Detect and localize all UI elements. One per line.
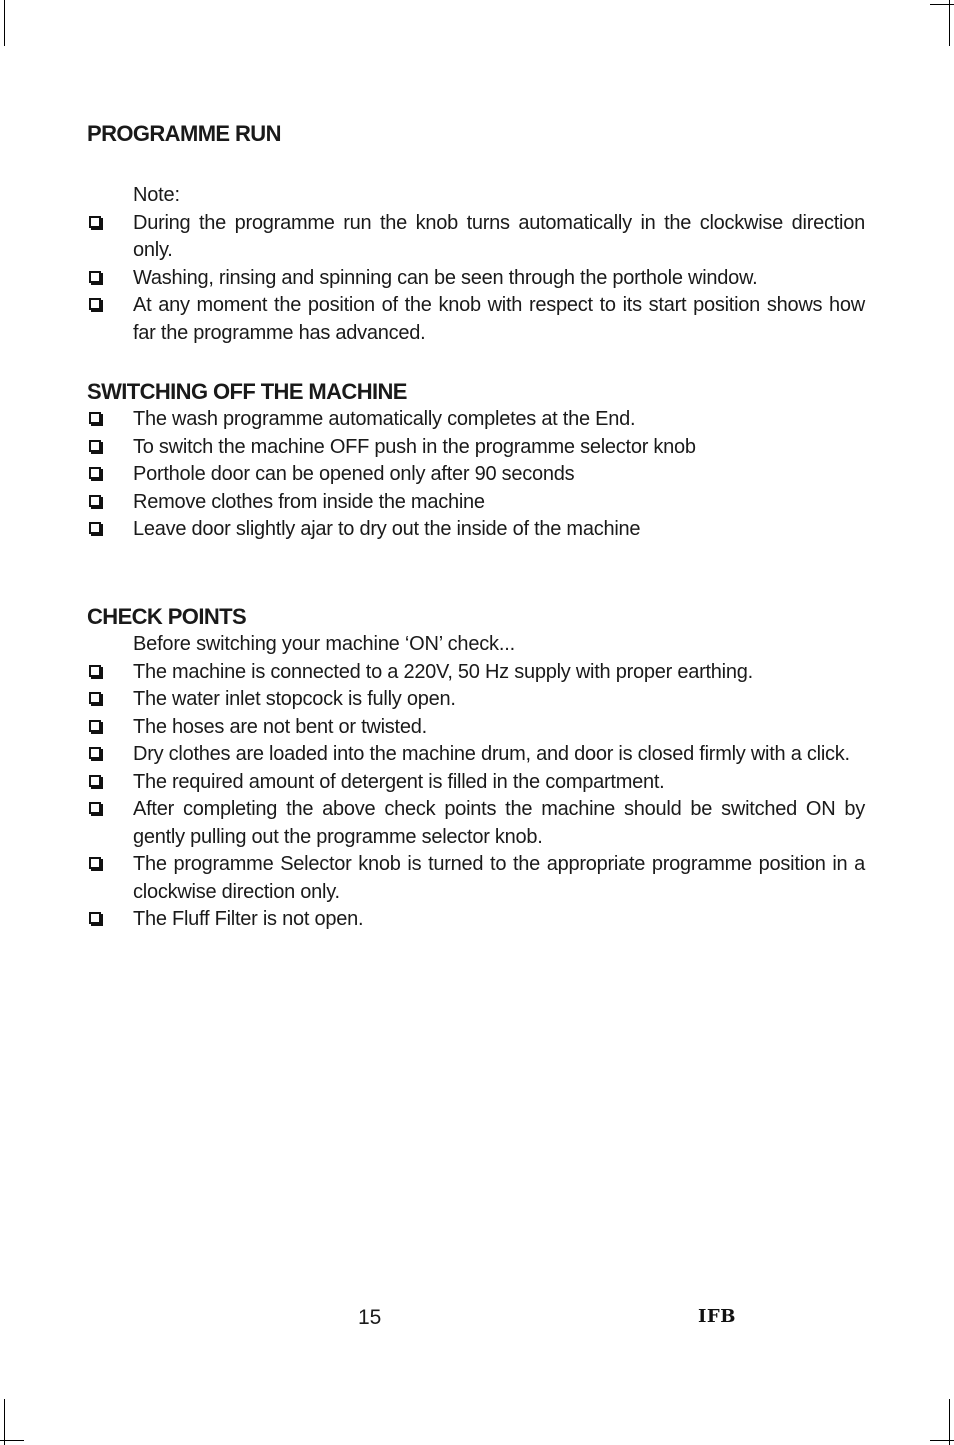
check-points-list <box>87 659 865 934</box>
crop-mark-bottom-left-h <box>0 1440 24 1441</box>
list-item <box>87 406 865 434</box>
crop-mark-top-left-v <box>4 0 5 46</box>
list-item-text: Leave door slightly ajar to dry out the inside of the machine <box>133 518 641 540</box>
list-item <box>87 769 865 797</box>
list-item <box>87 489 865 517</box>
brand-logo: IFB <box>698 1306 736 1327</box>
checkbox-bullet-icon <box>89 912 101 924</box>
checkbox-bullet-icon <box>89 298 101 310</box>
list-item-text: During the programme run the knob turns automatically in the clockwise direction only. <box>133 211 865 261</box>
crop-mark-bottom-right-v <box>949 1399 950 1445</box>
programme-run-heading: PROGRAMME RUN <box>87 121 281 146</box>
list-item <box>87 659 865 687</box>
checkbox-bullet-icon <box>89 495 101 507</box>
checkbox-bullet-icon <box>89 692 101 704</box>
list-item-text: Porthole door can be opened only after 90 seconds <box>133 463 575 485</box>
checkbox-bullet-icon <box>89 467 101 479</box>
crop-mark-bottom-right-h <box>930 1440 954 1441</box>
list-item-text: Washing, rinsing and spinning can be seen through the porthole window. <box>133 266 758 289</box>
check-points-section <box>87 603 865 934</box>
list-item <box>87 265 865 293</box>
page-number: 15 <box>358 1306 382 1329</box>
list-item-text: Remove clothes from inside the machine <box>133 490 485 513</box>
list-item <box>87 434 865 462</box>
check-points-heading: CHECK POINTS <box>87 604 247 629</box>
list-item-text: The Fluff Filter is not open. <box>133 908 364 930</box>
checkbox-bullet-icon <box>89 775 101 787</box>
list-item <box>87 906 865 934</box>
checkbox-bullet-icon <box>89 271 101 283</box>
list-item <box>87 796 865 851</box>
checkbox-bullet-icon <box>89 440 101 452</box>
programme-run-list <box>87 210 865 348</box>
switching-off-list <box>87 406 865 544</box>
switching-off-heading: SWITCHING OFF THE MACHINE <box>87 379 407 404</box>
checkbox-bullet-icon <box>89 665 101 677</box>
list-item <box>87 292 865 347</box>
list-item-text: The required amount of detergent is filled in the compartment. <box>133 770 665 793</box>
list-item <box>87 851 865 906</box>
checkbox-bullet-icon <box>89 747 101 759</box>
list-item-text: The wash programme automatically completes at the End. <box>133 408 636 430</box>
crop-mark-top-right-v <box>949 0 950 46</box>
list-item <box>87 714 865 742</box>
list-item <box>87 210 865 265</box>
crop-mark-bottom-left-v <box>4 1399 5 1445</box>
checkbox-bullet-icon <box>89 720 101 732</box>
programme-run-note: Note: <box>133 184 180 206</box>
list-item <box>87 461 865 489</box>
list-item-text: At any moment the position of the knob with respect to its start position shows how far the programme has advanced. <box>133 294 865 344</box>
crop-mark-top-right-h <box>930 4 954 5</box>
list-item-text: Dry clothes are loaded into the machine drum, and door is closed firmly with a click. <box>133 743 850 765</box>
checkbox-bullet-icon <box>89 412 101 424</box>
check-points-intro: Before switching your machine ‘ON’ check... <box>133 633 515 655</box>
switching-off-section <box>87 378 865 544</box>
list-item <box>87 686 865 714</box>
list-item-text: The machine is connected to a 220V, 50 Hz supply with proper earthing. <box>133 660 753 683</box>
list-item <box>87 516 865 544</box>
checkbox-bullet-icon <box>89 802 101 814</box>
list-item-text: To switch the machine OFF push in the programme selector knob <box>133 435 696 458</box>
list-item-text: The water inlet stopcock is fully open. <box>133 688 456 710</box>
checkbox-bullet-icon <box>89 522 101 534</box>
list-item-text: The hoses are not bent or twisted. <box>133 715 427 738</box>
checkbox-bullet-icon <box>89 857 101 869</box>
programme-run-section <box>87 120 865 347</box>
list-item-text: The programme Selector knob is turned to the appropriate programme position in a clockwise direction only. <box>133 853 865 903</box>
checkbox-bullet-icon <box>89 216 101 228</box>
list-item-text: After completing the above check points the machine should be switched ON by gently pulling out the programme selector knob. <box>133 798 865 848</box>
list-item <box>87 741 865 769</box>
